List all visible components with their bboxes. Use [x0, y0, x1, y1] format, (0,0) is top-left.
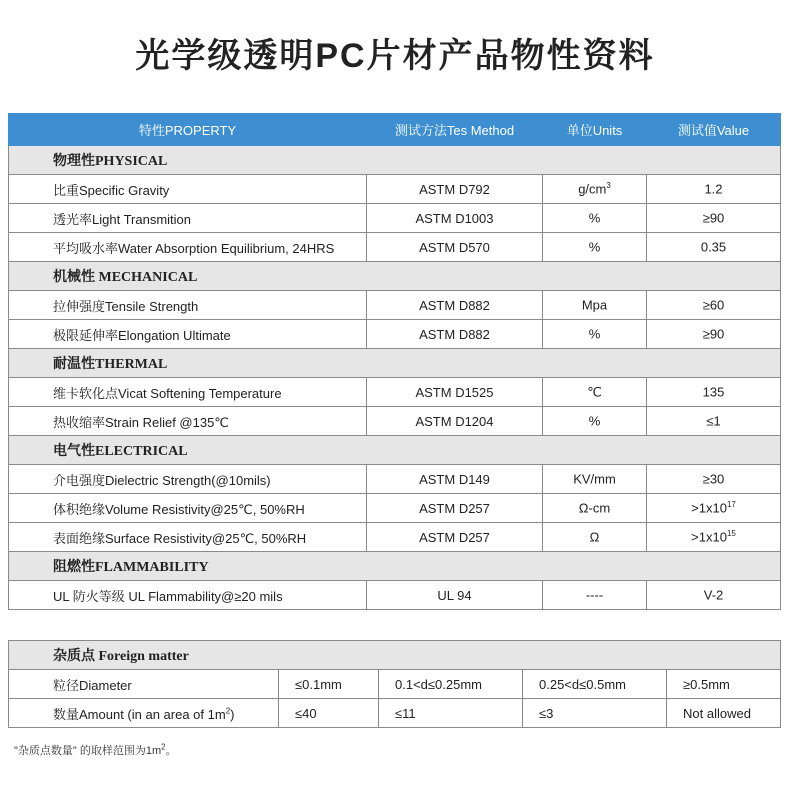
unit-sup: 3 — [606, 181, 611, 191]
unit-text: % — [588, 210, 601, 226]
unit-text: Ω-cm — [578, 500, 611, 516]
value-text: ≤1 — [706, 413, 721, 429]
table-row — [9, 204, 781, 233]
section-label: 杂质点 Foreign matter — [9, 641, 781, 670]
unit-text: % — [588, 413, 601, 429]
foreign-name-sup: 2 — [225, 706, 231, 716]
value-cell — [647, 581, 781, 610]
unit-cell — [543, 494, 647, 523]
method-cell: ASTM D149 — [367, 465, 543, 494]
foreign-name-text: 粒径Diameter — [53, 677, 132, 693]
table-row — [9, 320, 781, 349]
unit-text: ℃ — [587, 384, 602, 400]
method-cell: ASTM D882 — [367, 320, 543, 349]
unit-cell — [543, 291, 647, 320]
table-row — [9, 581, 781, 610]
unit-text: % — [588, 239, 601, 255]
value-text: ≥90 — [702, 210, 725, 226]
foreign-value-cell: ≤0.1mm — [279, 670, 379, 699]
footnote — [14, 742, 177, 758]
unit-text: ---- — [585, 587, 604, 603]
section-row — [9, 349, 781, 378]
table-row — [9, 175, 781, 204]
property-cell: 拉伸强度Tensile Strength — [9, 291, 367, 320]
table-row — [9, 407, 781, 436]
unit-cell — [543, 233, 647, 262]
section-label: 耐温性THERMAL — [9, 349, 781, 378]
foreign-name-cell — [9, 699, 279, 728]
section-label: 物理性PHYSICAL — [9, 146, 781, 175]
method-cell: ASTM D1003 — [367, 204, 543, 233]
foreign-value-cell: ≤11 — [379, 699, 523, 728]
property-cell: 极限延伸率Elongation Ultimate — [9, 320, 367, 349]
value-cell — [647, 204, 781, 233]
footnote-text: "杂质点数量" 的取样范围为1m — [14, 745, 162, 757]
unit-text: KV/mm — [573, 471, 616, 487]
value-text: V-2 — [703, 587, 724, 603]
table-row — [9, 699, 781, 728]
value-cell — [647, 465, 781, 494]
header-units: 单位Units — [543, 114, 647, 146]
section-label: 电气性ELECTRICAL — [9, 436, 781, 465]
footnote-sup: 2 — [161, 742, 166, 752]
value-cell — [647, 494, 781, 523]
value-text: ≥30 — [702, 471, 725, 487]
method-cell: ASTM D257 — [367, 494, 543, 523]
property-cell: 表面绝缘Surface Resistivity@25℃, 50%RH — [9, 523, 367, 552]
foreign-value-cell: ≥0.5mm — [667, 670, 781, 699]
header-property: 特性PROPERTY — [9, 114, 367, 146]
value-text: 135 — [702, 384, 725, 400]
table-row — [9, 670, 781, 699]
foreign-name-text: 数量Amount (in an area of 1m — [53, 706, 226, 722]
table-row — [9, 523, 781, 552]
value-cell — [647, 523, 781, 552]
property-cell: 热收缩率Strain Relief @135℃ — [9, 407, 367, 436]
page-title: 光学级透明PC片材产品物性资料 — [135, 37, 655, 75]
foreign-value-cell: 0.25<d≤0.5mm — [523, 670, 667, 699]
section-row — [9, 262, 781, 291]
table-row — [9, 291, 781, 320]
method-cell: ASTM D570 — [367, 233, 543, 262]
section-row — [9, 641, 781, 670]
property-cell: 比重Specific Gravity — [9, 175, 367, 204]
property-cell: 体积绝缘Volume Resistivity@25℃, 50%RH — [9, 494, 367, 523]
method-cell: ASTM D257 — [367, 523, 543, 552]
unit-text: % — [588, 326, 601, 342]
method-cell: ASTM D792 — [367, 175, 543, 204]
unit-cell — [543, 378, 647, 407]
section-row — [9, 436, 781, 465]
unit-text: g/cm — [578, 181, 607, 197]
value-text: 1.2 — [704, 181, 723, 197]
property-table — [8, 113, 781, 610]
property-cell: 维卡软化点Vicat Softening Temperature — [9, 378, 367, 407]
value-sup: 15 — [726, 529, 736, 539]
value-text: >1x10 — [691, 500, 727, 516]
value-cell — [647, 233, 781, 262]
method-cell: ASTM D882 — [367, 291, 543, 320]
value-cell — [647, 378, 781, 407]
property-cell: 介电强度Dielectric Strength(@10mils) — [9, 465, 367, 494]
value-text: 0.35 — [700, 239, 727, 255]
value-text: ≥60 — [702, 297, 725, 313]
foreign-name-tail: ) — [230, 706, 235, 722]
unit-cell — [543, 204, 647, 233]
foreign-value-cell: 0.1<d≤0.25mm — [379, 670, 523, 699]
unit-cell — [543, 407, 647, 436]
unit-cell — [543, 581, 647, 610]
property-cell: 平均吸水率Water Absorption Equilibrium, 24HRS — [9, 233, 367, 262]
table-row — [9, 233, 781, 262]
unit-text: Mpa — [581, 297, 608, 313]
foreign-name-cell — [9, 670, 279, 699]
property-cell: 透光率Light Transmition — [9, 204, 367, 233]
footnote-tail: 。 — [165, 745, 177, 757]
value-cell — [647, 320, 781, 349]
table-row — [9, 378, 781, 407]
unit-cell — [543, 523, 647, 552]
value-sup: 17 — [726, 500, 736, 510]
section-label: 阻燃性FLAMMABILITY — [9, 552, 781, 581]
value-cell — [647, 291, 781, 320]
section-label: 机械性 MECHANICAL — [9, 262, 781, 291]
foreign-value-cell: ≤40 — [279, 699, 379, 728]
method-cell: UL 94 — [367, 581, 543, 610]
value-text: >1x10 — [691, 529, 727, 545]
unit-cell — [543, 320, 647, 349]
foreign-matter-table — [8, 640, 781, 728]
method-cell: ASTM D1204 — [367, 407, 543, 436]
foreign-value-cell: ≤3 — [523, 699, 667, 728]
table-header-row — [9, 114, 781, 146]
property-cell: UL 防火等级 UL Flammability@≥20 mils — [9, 581, 367, 610]
value-cell — [647, 175, 781, 204]
unit-cell — [543, 175, 647, 204]
section-row — [9, 552, 781, 581]
method-cell: ASTM D1525 — [367, 378, 543, 407]
unit-text: Ω — [589, 529, 600, 545]
section-row — [9, 146, 781, 175]
header-value: 测试值Value — [647, 114, 781, 146]
value-cell — [647, 407, 781, 436]
value-text: ≥90 — [702, 326, 725, 342]
unit-cell — [543, 465, 647, 494]
table-row — [9, 465, 781, 494]
table-row — [9, 494, 781, 523]
header-method: 测试方法Tes Method — [367, 114, 543, 146]
foreign-value-cell: Not allowed — [667, 699, 781, 728]
